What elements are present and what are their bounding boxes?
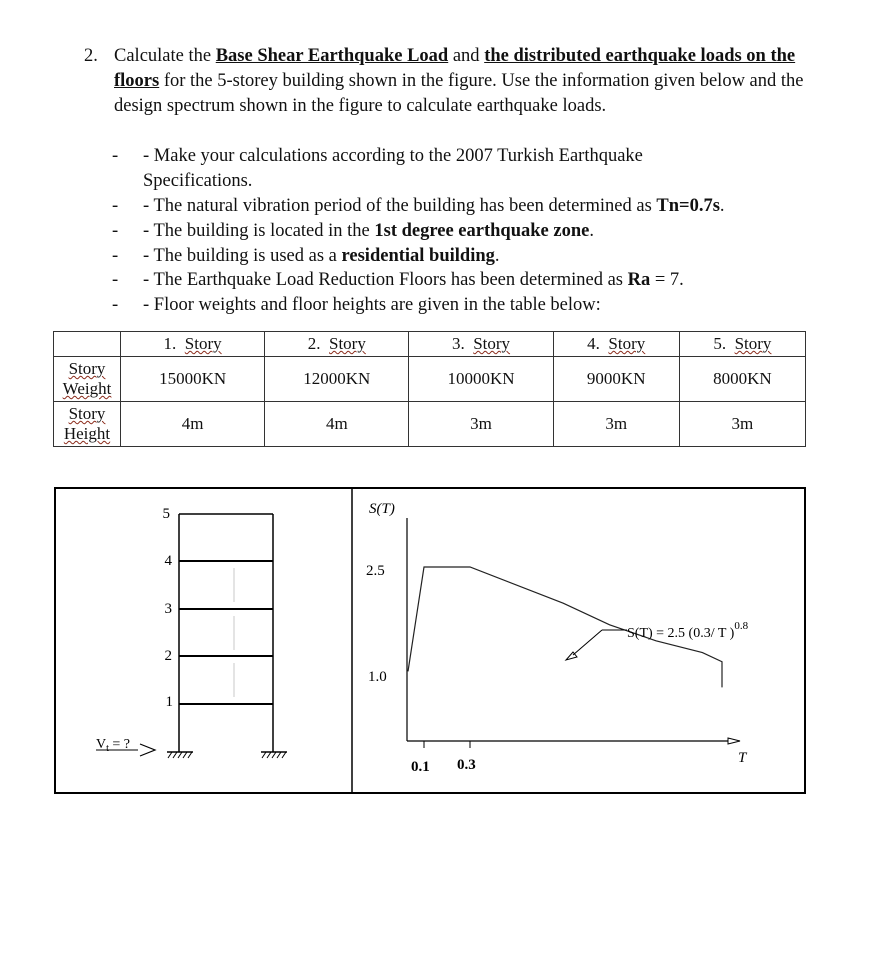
y-tick-label: 2.5 (366, 563, 385, 579)
table-header-cell: 4. Story (553, 332, 679, 357)
bullet-dash: - (112, 146, 119, 166)
base-shear-label: $V_t$ = ? (96, 737, 131, 754)
x-axis-label: T (738, 750, 747, 766)
floor-label: 4 (164, 553, 172, 569)
bullet-dash: - (112, 295, 119, 315)
bullet-dash: - (112, 196, 119, 216)
table-cell: 10000KN (409, 357, 553, 402)
row-label-cell: Story Weight (54, 357, 121, 402)
table-header-cell: 3. Story (409, 332, 553, 357)
bullet-dash: - (112, 270, 119, 290)
table-cell: 3m (553, 402, 679, 447)
bullet-text: - Floor weights and floor heights are given in the table below: (143, 295, 601, 315)
bullet-text-continued: Specifications. (143, 171, 253, 191)
table-cell: 4m (121, 402, 265, 447)
building-frame (164, 514, 287, 758)
table-cell: 12000KN (265, 357, 409, 402)
table-header-cell: 5. Story (679, 332, 805, 357)
question-text-part: for the 5-storey building shown in the figure. Use the information given below and the design spectrum shown in the figure to calculate earthquake loads. (114, 71, 804, 116)
bullet-text: - The Earthquake Load Reduction Floors has been determined as Ra = 7. (143, 270, 684, 290)
bullet-text: - The natural vibration period of the building has been determined as Tn=0.7s. (143, 196, 725, 216)
table-cell: 8000KN (679, 357, 805, 402)
bullet-text: - The building is located in the 1st degree earthquake zone. (143, 221, 594, 241)
y-axis-label: S(T) (369, 501, 395, 517)
annotation-arrow-icon (566, 630, 602, 660)
floor-label: 2 (164, 648, 172, 664)
row-label-cell: Story Height (54, 402, 121, 447)
bullet-text: - Make your calculations according to the 2007 Turkish Earthquake (143, 146, 643, 166)
floor-label: 5 (162, 506, 170, 522)
table-cell: 4m (265, 402, 409, 447)
floor-label: 3 (164, 601, 172, 617)
bullet-dash: - (112, 221, 119, 241)
table-cell: 3m (679, 402, 805, 447)
question-text-part: Calculate the (114, 46, 216, 66)
spectrum-formula: S(T) = 2.5 (0.3/ T )$^{0.8}$ (627, 620, 749, 641)
y-tick-label: 1.0 (368, 669, 387, 685)
distributed-loads-phrase: the distributed earthquake loads on the floors (114, 46, 796, 91)
table-cell: 3m (409, 402, 553, 447)
table-header-cell: 2. Story (265, 332, 409, 357)
table-cell: 9000KN (553, 357, 679, 402)
x-tick-label: 0.3 (457, 757, 476, 773)
question-text-part: and (448, 46, 485, 66)
floor-label: 1 (165, 694, 173, 710)
bullet-dash: - (112, 246, 119, 266)
base-shear-phrase: Base Shear Earthquake Load (215, 46, 449, 66)
arrow-right-icon (140, 744, 155, 756)
table-header-cell: 1. Story (121, 332, 265, 357)
bullet-text: - The building is used as a residential building. (143, 246, 500, 266)
x-tick-label: 0.1 (411, 759, 430, 775)
question-number: 2. (84, 46, 98, 66)
table-cell: 15000KN (121, 357, 265, 402)
